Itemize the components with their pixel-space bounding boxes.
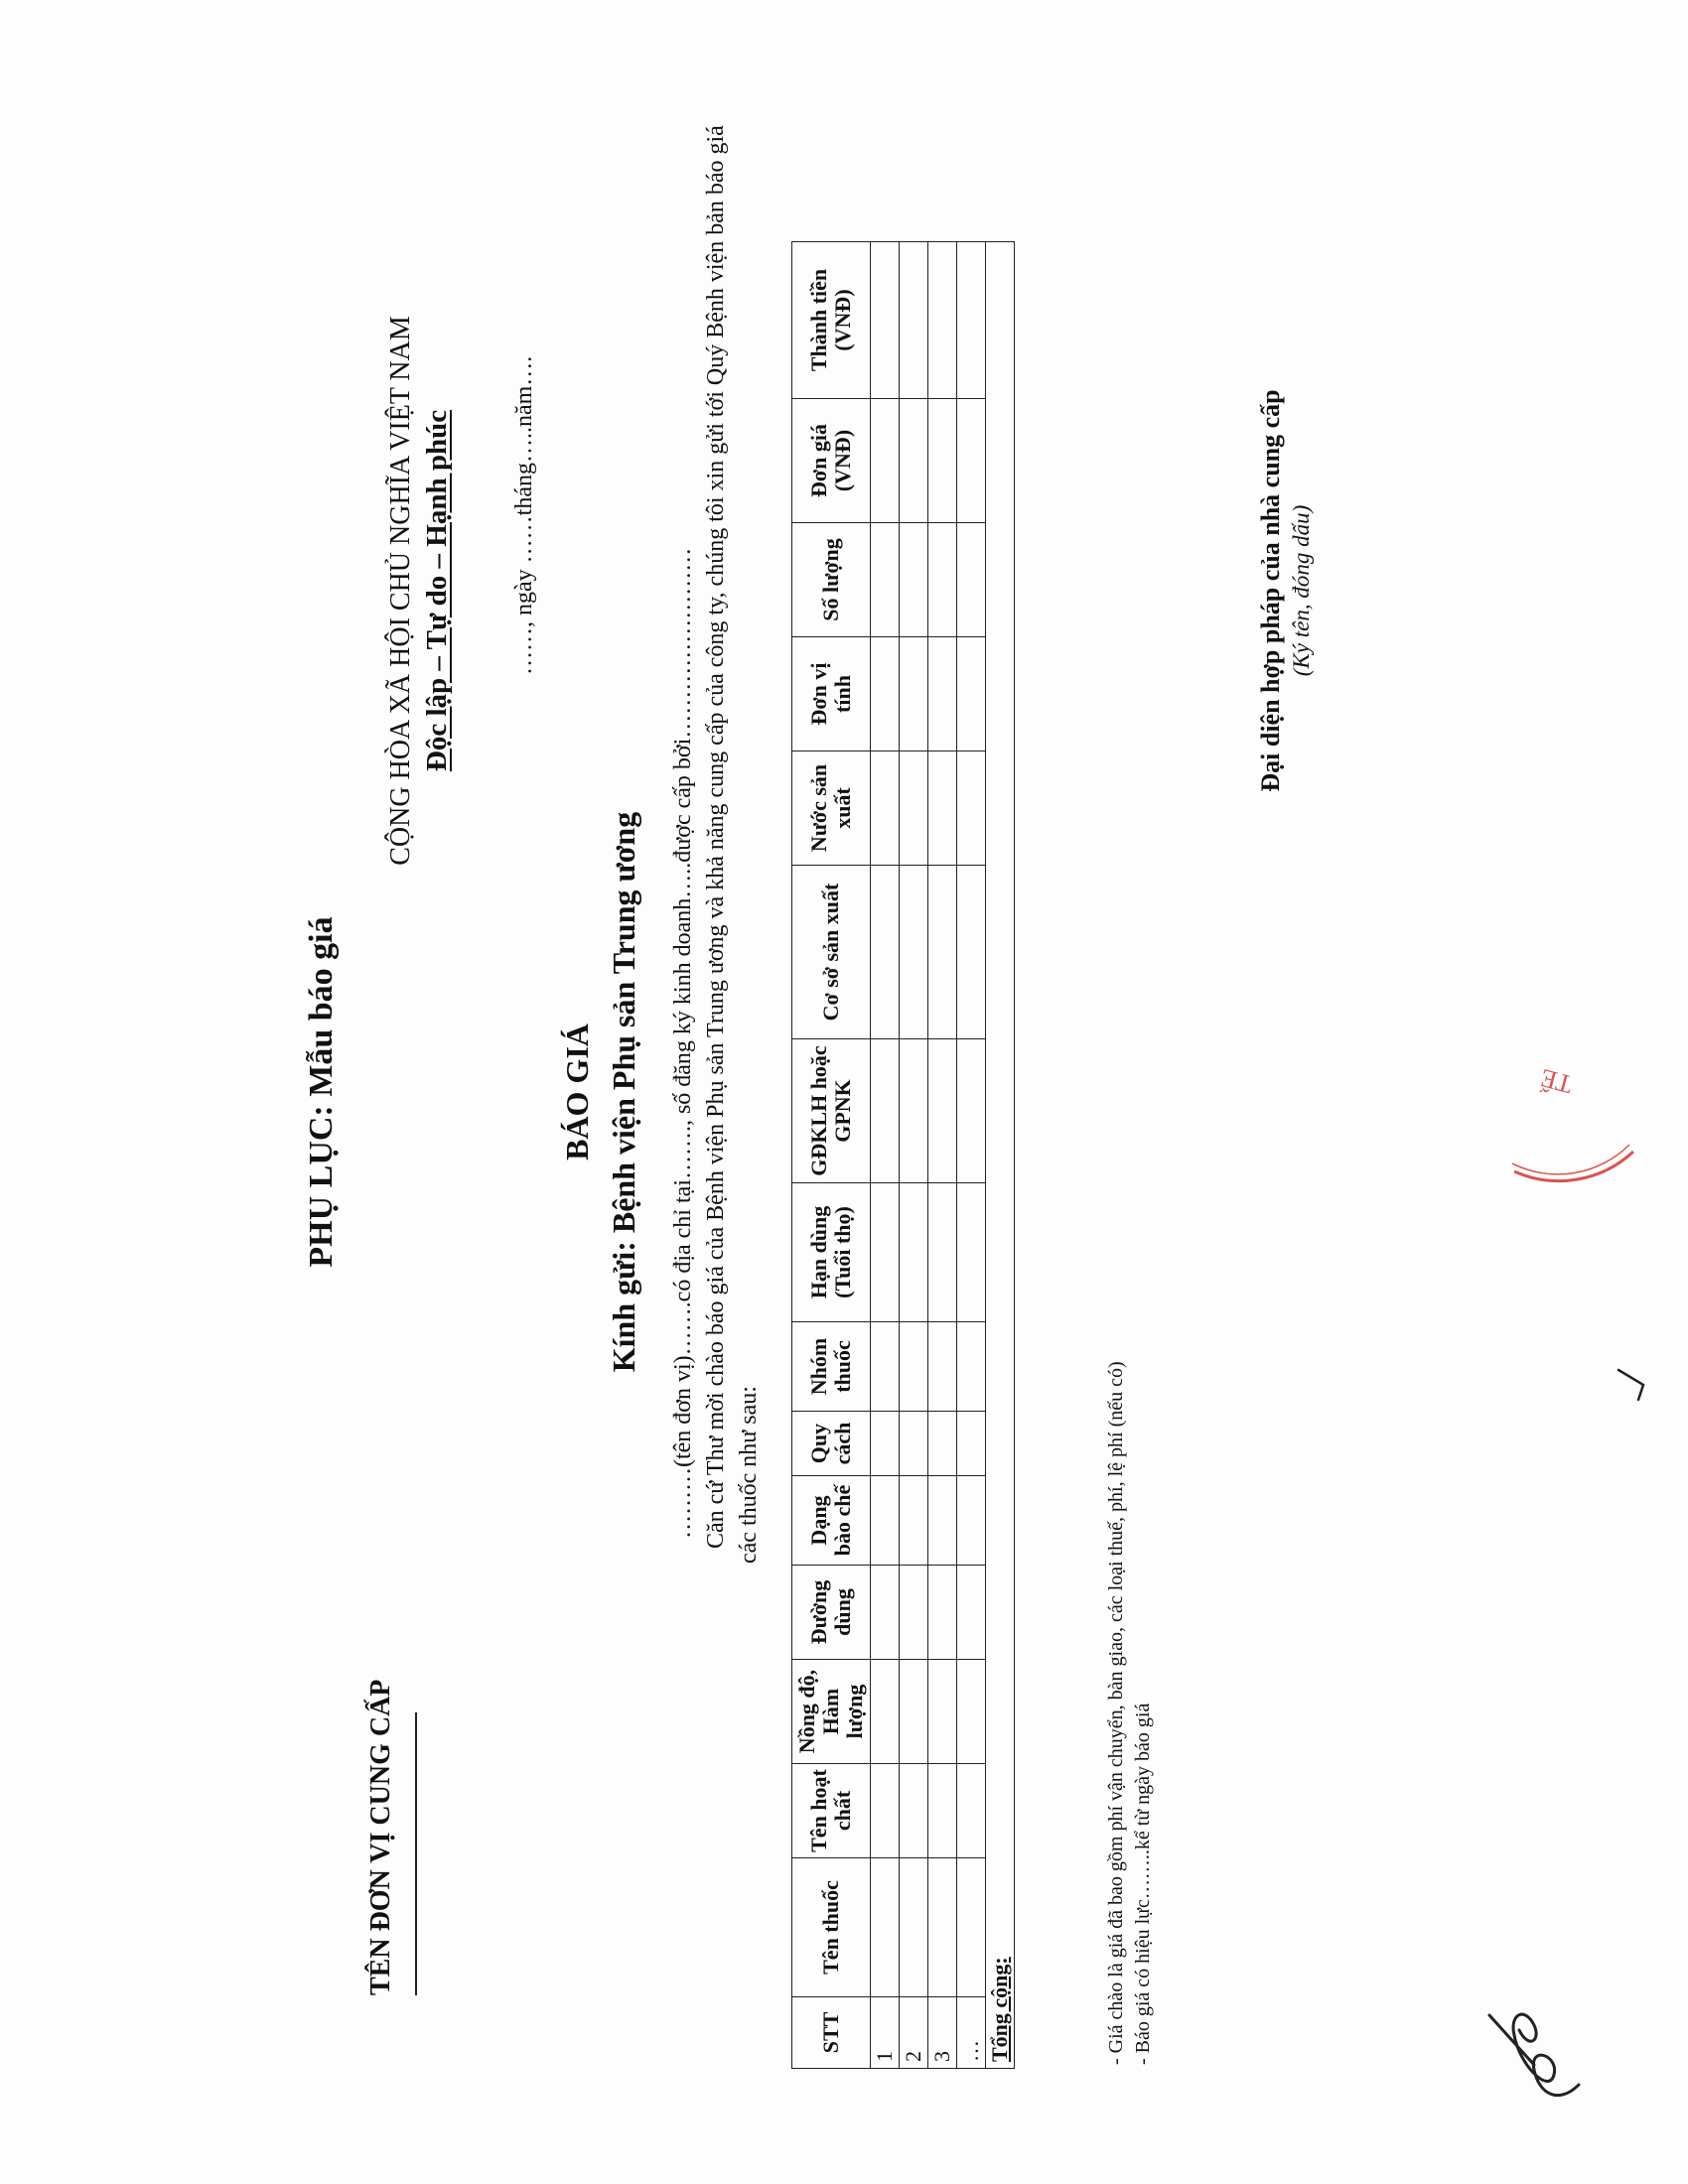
empty-cell — [928, 1476, 957, 1566]
row-number: 2 — [900, 1997, 928, 2069]
table-body — [871, 242, 1015, 2069]
representative-note: (Ký tên, đóng dấu) — [1289, 504, 1314, 677]
table-row — [957, 242, 986, 2069]
empty-cell — [871, 1858, 900, 1997]
header-unit: Đơn vị tính — [792, 637, 871, 751]
empty-cell — [928, 1412, 957, 1476]
empty-cell — [871, 637, 900, 751]
header-unit-price: Đơn giá (VNĐ) — [792, 399, 871, 523]
empty-cell — [957, 1412, 986, 1476]
empty-cell — [957, 1039, 986, 1183]
empty-cell — [928, 1322, 957, 1412]
empty-cell — [871, 242, 900, 399]
handwritten-signature — [1479, 1985, 1589, 2124]
red-stamp-mark — [1494, 983, 1643, 1191]
empty-cell — [928, 637, 957, 751]
empty-cell — [900, 1183, 928, 1322]
note-line-1: - Giá chào là giá đã bao gồm phí vận chuyển, bàn giao, các loại thuế, phí, lệ phí (nếu có) — [1105, 1361, 1127, 2065]
empty-cell — [928, 1566, 957, 1660]
header-dosage-form: Dạng bào chế — [792, 1476, 871, 1566]
empty-cell — [900, 1858, 928, 1997]
appendix-title: PHỤ LỤC: Mẫu báo giá — [303, 916, 340, 1268]
empty-cell — [900, 866, 928, 1039]
empty-cell — [957, 637, 986, 751]
empty-cell — [928, 1764, 957, 1858]
basis-line-2: các thuốc như sau: — [736, 1386, 762, 1564]
empty-cell — [871, 751, 900, 866]
empty-cell — [957, 751, 986, 866]
pen-tick-mark — [1609, 1360, 1658, 1410]
empty-cell — [957, 866, 986, 1039]
header-quantity: Số lượng — [792, 523, 871, 637]
empty-cell — [928, 1039, 957, 1183]
empty-cell — [871, 1039, 900, 1183]
republic-name: CỘNG HÒA XÃ HỘI CHỦ NGHĨA VIỆT NAM — [385, 316, 416, 866]
table-row — [900, 242, 928, 2069]
empty-cell — [957, 1322, 986, 1412]
empty-cell — [928, 242, 957, 399]
national-motto: Độc lập – Tự do – Hạnh phúc — [421, 409, 453, 772]
stamp-text: TẾ — [1537, 1062, 1576, 1100]
empty-cell — [900, 1660, 928, 1764]
empty-cell — [871, 1764, 900, 1858]
quotation-table — [791, 241, 1015, 2069]
table-row — [928, 242, 957, 2069]
empty-cell — [957, 1566, 986, 1660]
header-manufacturer: Cơ sở sản xuất — [792, 866, 871, 1039]
empty-cell — [900, 1476, 928, 1566]
empty-cell — [928, 866, 957, 1039]
empty-cell — [900, 751, 928, 866]
empty-cell — [957, 242, 986, 399]
empty-cell — [871, 1566, 900, 1660]
empty-cell — [871, 1660, 900, 1764]
supplier-name: TÊN ĐƠN VỊ CUNG CẤP — [365, 1679, 396, 1995]
document-title: BÁO GIÁ — [559, 1024, 595, 1160]
total-label: Tổng cộng: — [986, 242, 1015, 2069]
empty-cell — [871, 1476, 900, 1566]
table-row — [871, 242, 900, 2069]
empty-cell — [900, 637, 928, 751]
empty-cell — [900, 1764, 928, 1858]
empty-cell — [957, 1764, 986, 1858]
empty-cell — [957, 399, 986, 523]
empty-cell — [871, 1322, 900, 1412]
basis-line-1: Căn cứ Thư mời chào báo giá của Bệnh viện Phụ sản Trung ương và khả năng cung cấp của công ty, chúng tôi xin gửi tới Quý Bệnh viện bản báo giá — [703, 125, 729, 1549]
intro-line: ………(tên đơn vị)…….có địa chỉ tại……., số đăng ký kinh doanh…..được cấp bởi…………………… — [670, 547, 696, 1539]
empty-cell — [900, 399, 928, 523]
empty-cell — [928, 1183, 957, 1322]
note-line-2: - Báo giá có hiệu lực……..kể từ ngày báo giá — [1132, 1703, 1154, 2065]
representative-title: Đại diện hợp pháp của nhà cung cấp — [1256, 389, 1285, 792]
table-header-row — [792, 242, 871, 2069]
header-drug-group: Nhóm thuốc — [792, 1322, 871, 1412]
empty-cell — [957, 523, 986, 637]
header-amount: Thành tiền (VNĐ) — [792, 242, 871, 399]
header-concentration: Nồng độ, Hàm lượng — [792, 1660, 871, 1764]
empty-cell — [900, 242, 928, 399]
header-stt: STT — [792, 1997, 871, 2069]
header-shelf-life: Hạn dùng (Tuổi thọ) — [792, 1183, 871, 1322]
empty-cell — [871, 1183, 900, 1322]
empty-cell — [900, 523, 928, 637]
header-drug-name: Tên thuốc — [792, 1858, 871, 1997]
empty-cell — [957, 1183, 986, 1322]
empty-cell — [957, 1858, 986, 1997]
header-route: Đường dùng — [792, 1566, 871, 1660]
empty-cell — [900, 1322, 928, 1412]
empty-cell — [957, 1476, 986, 1566]
supplier-underline — [415, 1712, 417, 1995]
empty-cell — [928, 1858, 957, 1997]
header-license: GĐKLH hoặc GPNK — [792, 1039, 871, 1183]
row-number: 3 — [928, 1997, 957, 2069]
header-country: Nước sản xuất — [792, 751, 871, 866]
empty-cell — [928, 751, 957, 866]
empty-cell — [871, 1412, 900, 1476]
header-packaging: Quy cách — [792, 1412, 871, 1476]
row-number: 1 — [871, 1997, 900, 2069]
empty-cell — [928, 523, 957, 637]
recipient-line: Kính gửi: Bệnh viện Phụ sản Trung ương — [606, 811, 641, 1373]
empty-cell — [871, 866, 900, 1039]
total-row — [986, 242, 1015, 2069]
empty-cell — [871, 523, 900, 637]
row-number: … — [957, 1997, 986, 2069]
date-line: ……, ngày ……tháng…..năm…. — [511, 355, 537, 675]
empty-cell — [928, 399, 957, 523]
empty-cell — [900, 1412, 928, 1476]
empty-cell — [871, 399, 900, 523]
empty-cell — [900, 1039, 928, 1183]
empty-cell — [900, 1566, 928, 1660]
header-active-ingredient: Tên hoạt chất — [792, 1764, 871, 1858]
empty-cell — [928, 1660, 957, 1764]
empty-cell — [957, 1660, 986, 1764]
